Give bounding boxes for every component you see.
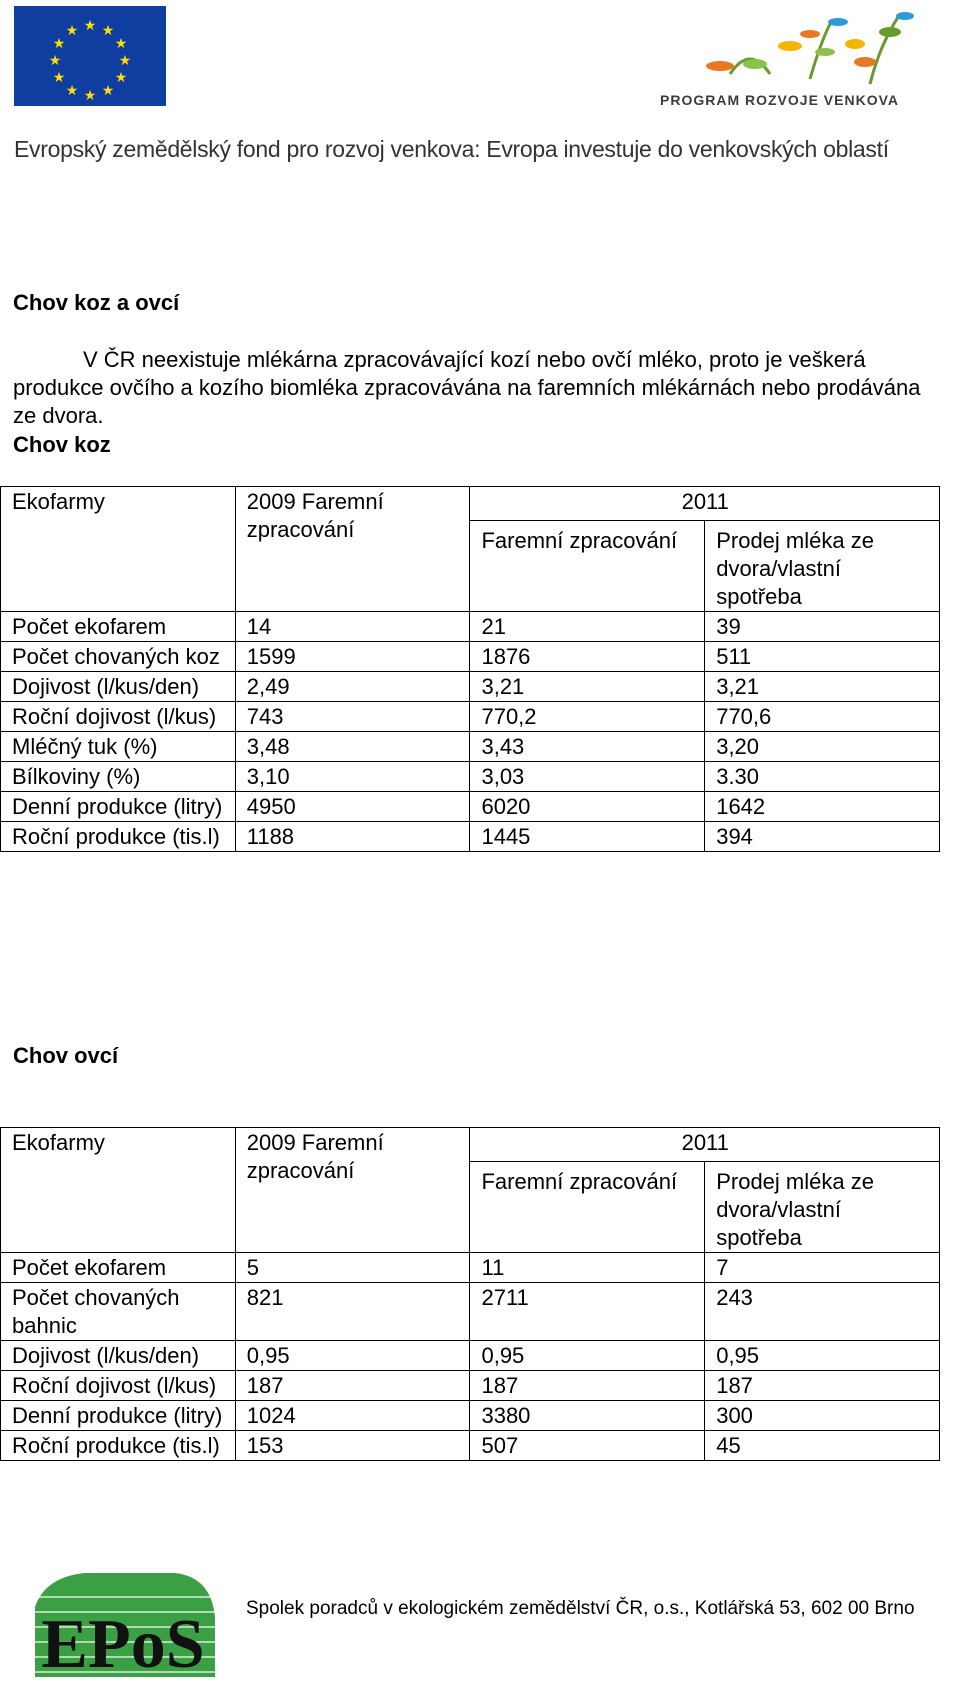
- table-row: [1, 732, 940, 762]
- value-2011-faremni: 187: [470, 1371, 705, 1401]
- svg-text:★: ★: [65, 83, 79, 99]
- goats-table: [0, 486, 940, 852]
- svg-text:★: ★: [65, 23, 79, 39]
- header-ekofarmy: Ekofarmy: [1, 487, 236, 612]
- eafrd-banner-text: Evropský zemědělský fond pro rozvoj venkova: Evropa investuje do venkovských oblastí: [14, 136, 889, 162]
- svg-text:★: ★: [83, 18, 97, 34]
- value-2011-prodej: 3,21: [705, 672, 940, 702]
- value-2011-prodej: 3,20: [705, 732, 940, 762]
- table-row: [1, 1253, 940, 1283]
- table-row: [1, 822, 940, 852]
- intro-text: V ČR neexistuje mlékárna zpracovávající kozí nebo ovčí mléko, proto je veškerá produkce ovčího a kozího biomléka zpracovávána na faremních mlékárnách nebo prodávána ze dvora.: [13, 347, 921, 428]
- row-label: Roční dojivost (l/kus): [1, 1371, 236, 1401]
- value-2009: 187: [235, 1371, 470, 1401]
- table-row: [1, 702, 940, 732]
- header-2011: 2011: [470, 487, 940, 521]
- value-2009: 14: [235, 612, 470, 642]
- program-name: PROGRAM ROZVOJE VENKOVA: [660, 92, 899, 108]
- svg-text:★: ★: [118, 53, 132, 69]
- svg-text:★: ★: [101, 23, 115, 39]
- value-2011-prodej: 394: [705, 822, 940, 852]
- value-2011-faremni: 1445: [470, 822, 705, 852]
- header-ekofarmy: Ekofarmy: [1, 1128, 236, 1253]
- value-2011-faremni: 1876: [470, 642, 705, 672]
- table-row: [1, 762, 940, 792]
- table-row: [1, 1283, 940, 1341]
- row-label: Roční dojivost (l/kus): [1, 702, 236, 732]
- value-2011-faremni: 2711: [470, 1283, 705, 1341]
- svg-text:★: ★: [48, 53, 62, 69]
- value-2011-faremni: 6020: [470, 792, 705, 822]
- value-2011-prodej: 187: [705, 1371, 940, 1401]
- goats-heading: Chov koz: [13, 432, 111, 457]
- table-row: [1, 792, 940, 822]
- value-2011-faremni: 770,2: [470, 702, 705, 732]
- row-label: Dojivost (l/kus/den): [1, 672, 236, 702]
- row-label: Počet ekofarem: [1, 1253, 236, 1283]
- svg-text:★: ★: [114, 36, 128, 52]
- value-2011-prodej: 243: [705, 1283, 940, 1341]
- section-title: Chov koz a ovcí: [13, 290, 180, 315]
- row-label: Denní produkce (litry): [1, 792, 236, 822]
- header-2011-faremni: Faremní zpracování: [470, 1162, 705, 1253]
- value-2009: 821: [235, 1283, 470, 1341]
- header-2011-prodej: Prodej mléka ze dvora/vlastní spotřeba: [705, 1162, 940, 1253]
- svg-text:★: ★: [52, 70, 66, 86]
- value-2011-faremni: 3,03: [470, 762, 705, 792]
- table-header-row: [1, 487, 940, 521]
- header-2011: 2011: [470, 1128, 940, 1162]
- row-label: Počet chovaných bahnic: [1, 1283, 236, 1341]
- svg-text:★: ★: [114, 70, 128, 86]
- value-2009: 153: [235, 1431, 470, 1461]
- svg-text:★: ★: [83, 88, 97, 104]
- value-2009: 1188: [235, 822, 470, 852]
- row-label: Dojivost (l/kus/den): [1, 1341, 236, 1371]
- row-label: Denní produkce (litry): [1, 1401, 236, 1431]
- value-2011-prodej: 3.30: [705, 762, 940, 792]
- value-2011-faremni: 3380: [470, 1401, 705, 1431]
- value-2011-faremni: 507: [470, 1431, 705, 1461]
- table-header-row: [1, 1128, 940, 1162]
- row-label: Roční produkce (tis.l): [1, 822, 236, 852]
- row-label: Mléčný tuk (%): [1, 732, 236, 762]
- row-label: Roční produkce (tis.l): [1, 1431, 236, 1461]
- header-2009: 2009 Faremní zpracování: [235, 1128, 470, 1253]
- value-2009: 4950: [235, 792, 470, 822]
- value-2011-prodej: 45: [705, 1431, 940, 1461]
- value-2011-prodej: 0,95: [705, 1341, 940, 1371]
- value-2011-faremni: 3,43: [470, 732, 705, 762]
- table-row: [1, 1371, 940, 1401]
- value-2011-faremni: 3,21: [470, 672, 705, 702]
- header-2011-prodej: Prodej mléka ze dvora/vlastní spotřeba: [705, 521, 940, 612]
- value-2011-faremni: 0,95: [470, 1341, 705, 1371]
- value-2009: 3,10: [235, 762, 470, 792]
- sheep-heading: Chov ovcí: [13, 1043, 119, 1068]
- table-row: [1, 1401, 940, 1431]
- row-label: Počet ekofarem: [1, 612, 236, 642]
- value-2009: 1024: [235, 1401, 470, 1431]
- value-2011-prodej: 7: [705, 1253, 940, 1283]
- intro-paragraph: [13, 346, 943, 430]
- sheep-table: [0, 1127, 940, 1461]
- value-2009: 1599: [235, 642, 470, 672]
- row-label: Bílkoviny (%): [1, 762, 236, 792]
- value-2009: 743: [235, 702, 470, 732]
- table-row: [1, 612, 940, 642]
- value-2011-prodej: 770,6: [705, 702, 940, 732]
- svg-text:★: ★: [101, 83, 115, 99]
- table-row: [1, 1341, 940, 1371]
- header-2011-faremni: Faremní zpracování: [470, 521, 705, 612]
- svg-text:EPoS: EPoS: [41, 1606, 205, 1682]
- row-label: Počet chovaných koz: [1, 642, 236, 672]
- value-2011-prodej: 511: [705, 642, 940, 672]
- footer-address: Spolek poradců v ekologickém zemědělství ČR, o.s., Kotlářská 53, 602 00 Brno: [246, 1598, 915, 1619]
- header-2009: 2009 Faremní zpracování: [235, 487, 470, 612]
- value-2011-faremni: 21: [470, 612, 705, 642]
- svg-text:★: ★: [52, 36, 66, 52]
- value-2011-prodej: 39: [705, 612, 940, 642]
- table-row: [1, 642, 940, 672]
- value-2009: 5: [235, 1253, 470, 1283]
- value-2009: 2,49: [235, 672, 470, 702]
- value-2009: 0,95: [235, 1341, 470, 1371]
- value-2011-prodej: 1642: [705, 792, 940, 822]
- table-row: [1, 1431, 940, 1461]
- value-2011-faremni: 11: [470, 1253, 705, 1283]
- table-row: [1, 672, 940, 702]
- value-2009: 3,48: [235, 732, 470, 762]
- eps-logo: [25, 1567, 221, 1682]
- eu-flag-logo: [14, 6, 166, 106]
- value-2011-prodej: 300: [705, 1401, 940, 1431]
